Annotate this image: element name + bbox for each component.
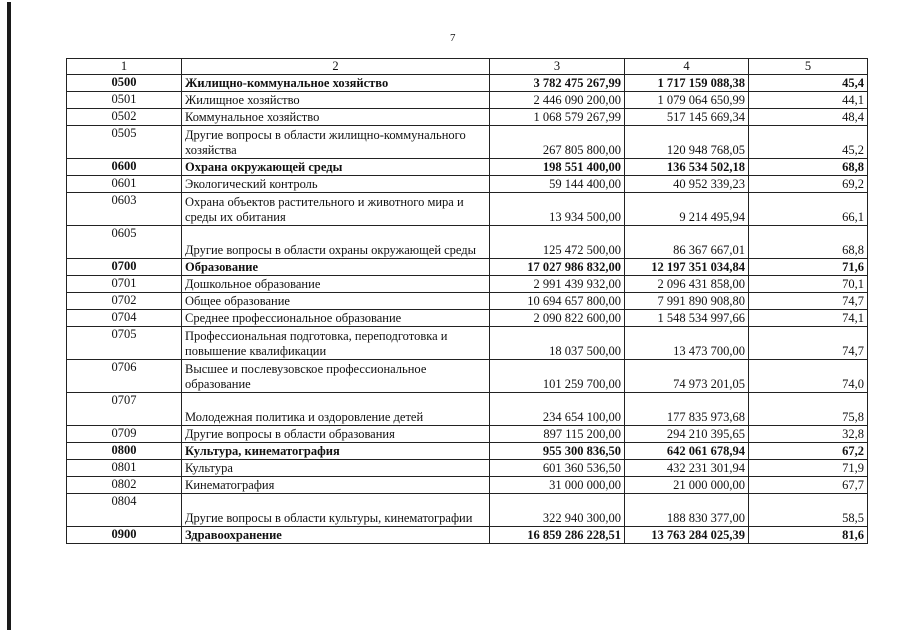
row-percent: 75,8 xyxy=(749,393,868,426)
row-plan: 1 068 579 267,99 xyxy=(490,109,625,126)
table-row xyxy=(67,443,868,460)
row-name: Среднее профессиональное образование xyxy=(182,310,490,327)
row-plan: 16 859 286 228,51 xyxy=(490,527,625,544)
table-row xyxy=(67,126,868,159)
row-actual: 1 079 064 650,99 xyxy=(625,92,749,109)
row-actual: 517 145 669,34 xyxy=(625,109,749,126)
row-name: Высшее и послевузовское профессиональное образование xyxy=(182,360,490,393)
row-actual: 1 717 159 088,38 xyxy=(625,75,749,92)
row-plan: 267 805 800,00 xyxy=(490,126,625,159)
table-row xyxy=(67,293,868,310)
table-header-row xyxy=(67,59,868,75)
row-code: 0600 xyxy=(67,159,182,176)
row-actual: 40 952 339,23 xyxy=(625,176,749,193)
row-code: 0900 xyxy=(67,527,182,544)
row-name: Другие вопросы в области культуры, кинематографии xyxy=(182,494,490,527)
row-actual: 177 835 973,68 xyxy=(625,393,749,426)
row-code: 0603 xyxy=(67,193,182,226)
row-actual: 12 197 351 034,84 xyxy=(625,259,749,276)
row-code: 0500 xyxy=(67,75,182,92)
row-actual: 86 367 667,01 xyxy=(625,226,749,259)
row-name: Образование xyxy=(182,259,490,276)
row-percent: 68,8 xyxy=(749,226,868,259)
row-code: 0605 xyxy=(67,226,182,259)
table-row xyxy=(67,460,868,477)
row-plan: 198 551 400,00 xyxy=(490,159,625,176)
table-row xyxy=(67,159,868,176)
table-row xyxy=(67,527,868,544)
budget-table xyxy=(66,58,868,544)
row-name: Охрана объектов растительного и животного мира и среды их обитания xyxy=(182,193,490,226)
header-cell-percent: 5 xyxy=(749,59,868,75)
header-cell-actual: 4 xyxy=(625,59,749,75)
row-plan: 125 472 500,00 xyxy=(490,226,625,259)
row-actual: 136 534 502,18 xyxy=(625,159,749,176)
row-actual: 13 763 284 025,39 xyxy=(625,527,749,544)
row-code: 0702 xyxy=(67,293,182,310)
row-actual: 2 096 431 858,00 xyxy=(625,276,749,293)
row-code: 0601 xyxy=(67,176,182,193)
row-code: 0505 xyxy=(67,126,182,159)
row-name: Кинематография xyxy=(182,477,490,494)
table-row xyxy=(67,327,868,360)
row-name: Культура, кинематография xyxy=(182,443,490,460)
row-actual: 7 991 890 908,80 xyxy=(625,293,749,310)
row-plan: 322 940 300,00 xyxy=(490,494,625,527)
row-actual: 188 830 377,00 xyxy=(625,494,749,527)
table-row xyxy=(67,226,868,259)
row-plan: 3 782 475 267,99 xyxy=(490,75,625,92)
row-plan: 10 694 657 800,00 xyxy=(490,293,625,310)
row-code: 0706 xyxy=(67,360,182,393)
row-name: Охрана окружающей среды xyxy=(182,159,490,176)
table-row xyxy=(67,75,868,92)
row-actual: 21 000 000,00 xyxy=(625,477,749,494)
row-code: 0802 xyxy=(67,477,182,494)
row-percent: 71,6 xyxy=(749,259,868,276)
row-percent: 74,1 xyxy=(749,310,868,327)
row-code: 0801 xyxy=(67,460,182,477)
row-plan: 18 037 500,00 xyxy=(490,327,625,360)
row-name: Здравоохранение xyxy=(182,527,490,544)
row-plan: 101 259 700,00 xyxy=(490,360,625,393)
table-body xyxy=(67,75,868,544)
table-row xyxy=(67,276,868,293)
row-plan: 2 090 822 600,00 xyxy=(490,310,625,327)
row-actual: 432 231 301,94 xyxy=(625,460,749,477)
row-actual: 1 548 534 997,66 xyxy=(625,310,749,327)
header-cell-plan: 3 xyxy=(490,59,625,75)
row-percent: 67,7 xyxy=(749,477,868,494)
table-row xyxy=(67,310,868,327)
row-percent: 81,6 xyxy=(749,527,868,544)
row-name: Другие вопросы в области образования xyxy=(182,426,490,443)
row-percent: 48,4 xyxy=(749,109,868,126)
row-code: 0804 xyxy=(67,494,182,527)
row-code: 0502 xyxy=(67,109,182,126)
row-percent: 70,1 xyxy=(749,276,868,293)
row-percent: 74,7 xyxy=(749,327,868,360)
row-name: Коммунальное хозяйство xyxy=(182,109,490,126)
row-name: Другие вопросы в области жилищно-коммунального хозяйства xyxy=(182,126,490,159)
row-name: Культура xyxy=(182,460,490,477)
row-plan: 31 000 000,00 xyxy=(490,477,625,494)
row-plan: 234 654 100,00 xyxy=(490,393,625,426)
row-plan: 601 360 536,50 xyxy=(490,460,625,477)
table-row xyxy=(67,426,868,443)
table-row xyxy=(67,360,868,393)
table-row xyxy=(67,92,868,109)
row-plan: 2 446 090 200,00 xyxy=(490,92,625,109)
row-percent: 32,8 xyxy=(749,426,868,443)
row-name: Профессиональная подготовка, переподготовка и повышение квалификации xyxy=(182,327,490,360)
row-plan: 59 144 400,00 xyxy=(490,176,625,193)
table-row xyxy=(67,193,868,226)
scan-margin-bar xyxy=(7,2,11,630)
page-number: 7 xyxy=(450,32,456,44)
row-actual: 13 473 700,00 xyxy=(625,327,749,360)
row-percent: 68,8 xyxy=(749,159,868,176)
row-plan: 17 027 986 832,00 xyxy=(490,259,625,276)
row-name: Другие вопросы в области охраны окружающей среды xyxy=(182,226,490,259)
row-code: 0705 xyxy=(67,327,182,360)
row-percent: 45,2 xyxy=(749,126,868,159)
row-code: 0707 xyxy=(67,393,182,426)
header-cell-code: 1 xyxy=(67,59,182,75)
row-code: 0700 xyxy=(67,259,182,276)
row-code: 0501 xyxy=(67,92,182,109)
table-row xyxy=(67,494,868,527)
row-name: Жилищное хозяйство xyxy=(182,92,490,109)
row-percent: 66,1 xyxy=(749,193,868,226)
row-name: Экологический контроль xyxy=(182,176,490,193)
row-percent: 45,4 xyxy=(749,75,868,92)
row-percent: 71,9 xyxy=(749,460,868,477)
row-percent: 69,2 xyxy=(749,176,868,193)
table-row xyxy=(67,176,868,193)
row-percent: 67,2 xyxy=(749,443,868,460)
row-actual: 120 948 768,05 xyxy=(625,126,749,159)
row-name: Жилищно-коммунальное хозяйство xyxy=(182,75,490,92)
row-percent: 74,0 xyxy=(749,360,868,393)
row-code: 0701 xyxy=(67,276,182,293)
table-row xyxy=(67,259,868,276)
row-actual: 642 061 678,94 xyxy=(625,443,749,460)
row-plan: 2 991 439 932,00 xyxy=(490,276,625,293)
row-name: Молодежная политика и оздоровление детей xyxy=(182,393,490,426)
row-name: Дошкольное образование xyxy=(182,276,490,293)
row-plan: 897 115 200,00 xyxy=(490,426,625,443)
row-percent: 74,7 xyxy=(749,293,868,310)
row-percent: 58,5 xyxy=(749,494,868,527)
row-actual: 294 210 395,65 xyxy=(625,426,749,443)
row-percent: 44,1 xyxy=(749,92,868,109)
row-code: 0704 xyxy=(67,310,182,327)
row-actual: 74 973 201,05 xyxy=(625,360,749,393)
row-plan: 13 934 500,00 xyxy=(490,193,625,226)
table-row xyxy=(67,109,868,126)
row-actual: 9 214 495,94 xyxy=(625,193,749,226)
table-row xyxy=(67,393,868,426)
row-code: 0709 xyxy=(67,426,182,443)
table-row xyxy=(67,477,868,494)
header-cell-name: 2 xyxy=(182,59,490,75)
row-code: 0800 xyxy=(67,443,182,460)
row-name: Общее образование xyxy=(182,293,490,310)
row-plan: 955 300 836,50 xyxy=(490,443,625,460)
